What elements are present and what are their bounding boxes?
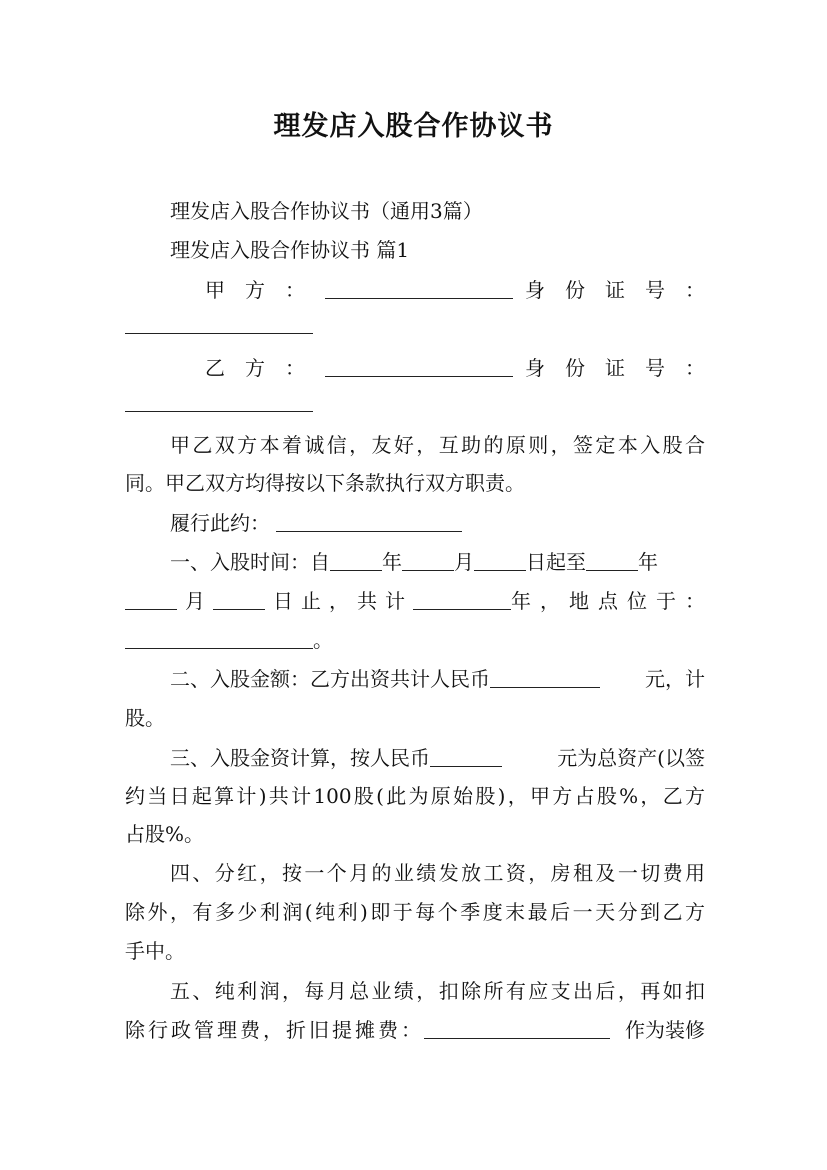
- year-text-2: 年: [638, 550, 658, 574]
- clause-5-line-2: [125, 1016, 705, 1044]
- month-text-2: 月: [185, 589, 205, 613]
- end-day-blank: [213, 589, 265, 610]
- location-blank: [125, 628, 313, 649]
- year-text: 年: [382, 550, 402, 574]
- party-b-id-label: 身 份 证 号 ：: [525, 356, 705, 380]
- document-title: 理发店入股合作协议书: [273, 111, 554, 142]
- day-text: 日起至: [526, 550, 586, 574]
- amount-blank: [490, 667, 600, 688]
- clause-5-line-1: 五、纯利润，每月总业绩，扣除所有应支出后，再如扣: [170, 979, 705, 1003]
- clause-3-text-b: 元为总资产(以签: [557, 746, 705, 770]
- clause-1-end-text: 日止，共计: [273, 589, 413, 613]
- perform-blank: [276, 511, 462, 532]
- clause-3-line-2: 约当日起算计)共计100股(此为原始股)，甲方占股%，乙方: [125, 784, 705, 808]
- clause-1-line-3: [125, 626, 705, 654]
- party-a-label: 甲 方 ：: [205, 278, 305, 302]
- perform-label: 履行此约：: [170, 511, 270, 535]
- end-month-blank: [125, 589, 177, 610]
- party-b-label: 乙 方 ：: [205, 356, 305, 380]
- clause-5-text: 除行政管理费，折旧提摊费：: [125, 1018, 424, 1042]
- start-day-blank: [474, 550, 526, 571]
- clause-2-text: 二、入股金额：乙方出资共计人民币: [170, 667, 490, 691]
- clause-4-line-3: 手中。: [125, 939, 185, 963]
- party-b-row: [205, 354, 705, 382]
- end-year-blank: [586, 550, 638, 571]
- clause-1-text: 一、入股时间：自: [170, 550, 330, 574]
- intro-line-1: 甲乙双方本着诚信，友好，互助的原则，签定本入股合: [170, 433, 705, 457]
- clause-2-line-1: [170, 665, 705, 693]
- clause-1-line-2: [125, 587, 714, 615]
- intro-line-2: 同。甲乙双方均得按以下条款执行双方职责。: [125, 471, 525, 495]
- start-month-blank: [402, 550, 454, 571]
- month-text: 月: [454, 550, 474, 574]
- party-a-id-blank: [125, 333, 313, 334]
- party-a-name-blank: [325, 278, 513, 299]
- start-year-blank: [330, 550, 382, 571]
- section-heading: 理发店入股合作协议书 篇1: [170, 238, 410, 262]
- depreciation-blank: [424, 1018, 610, 1039]
- party-b-name-blank: [325, 356, 513, 377]
- clause-4-line-1: 四、分红，按一个月的业绩发放工资，房租及一切费用: [170, 861, 705, 885]
- clause-3-text: 三、入股金资计算，按人民币: [170, 746, 430, 770]
- clause-2-unit-text: 元，计: [645, 667, 705, 691]
- clause-4-line-2: 除外，有多少利润(纯利)即于每个季度末最后一天分到乙方: [125, 900, 705, 924]
- perform-row: [170, 509, 705, 537]
- clause-5-text-b: 作为装修: [625, 1018, 705, 1042]
- party-a-row: [205, 276, 705, 304]
- party-a-id-label: 身 份 证 号 ：: [525, 278, 705, 302]
- party-b-id-blank: [125, 411, 313, 412]
- subtitle: 理发店入股合作协议书（通用3篇）: [170, 199, 483, 223]
- clause-3-line-3: 占股%。: [125, 822, 205, 846]
- clause-3-line-1: [170, 744, 705, 772]
- period-text: 。: [313, 628, 333, 652]
- clause-2-line-2: 股。: [125, 706, 165, 730]
- total-years-blank: [413, 589, 511, 610]
- location-text: 年，地点位于：: [511, 589, 714, 613]
- clause-1-line-1: [170, 548, 705, 576]
- total-assets-blank: [430, 746, 502, 767]
